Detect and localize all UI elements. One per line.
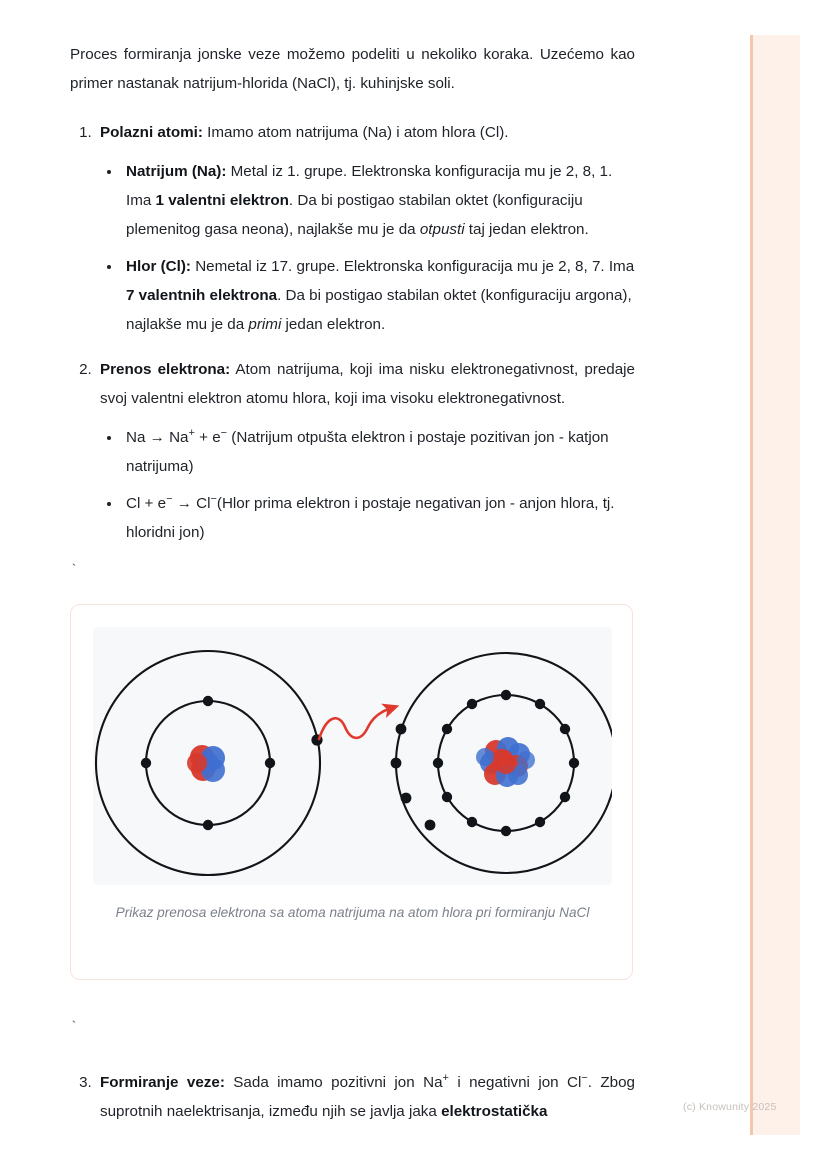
tick-mark-above-figure: `	[70, 562, 78, 577]
post-figure-block	[70, 1020, 635, 1132]
right-side-strip-accent-line	[750, 35, 753, 1135]
sodium-nucleus	[187, 745, 225, 782]
eq2-arrow-icon: →	[176, 495, 192, 512]
bullet-natrijum-title: Natrijum (Na):	[126, 163, 227, 180]
figure-image-panel	[93, 627, 612, 885]
chlorine-inner-electron	[433, 758, 443, 768]
sodium-inner-electron	[141, 758, 151, 768]
eq1-electron-charge: −	[220, 426, 228, 439]
chlorine-inner-electron	[560, 792, 570, 802]
steps-list	[70, 118, 635, 547]
sodium-inner-electron	[203, 696, 213, 706]
equation-chlorine-ionization	[122, 489, 635, 547]
chlorine-inner-electron	[442, 724, 452, 734]
step-1-text: Imamo atom natrijuma (Na) i atom hlora (Cl).	[202, 124, 509, 141]
eq2-rhs-charge: −	[210, 492, 217, 505]
step-3-t1: Sada imamo pozitivni jon Na	[224, 1074, 443, 1091]
eq1-rhs-a: Na	[169, 429, 189, 446]
eq1-plus-electron: + e	[199, 429, 221, 446]
chlorine-inner-electron	[569, 758, 579, 768]
step-3-sup2: −	[581, 1071, 588, 1084]
watermark: (c) Knowunity 2025	[683, 1101, 777, 1113]
step-3-t2: i negativni jon Cl	[448, 1074, 582, 1091]
bullet-natrijum-p2: . Da bi postigao stabilan oktet (konfiguraciju plemenitog gasa neona), najlakše mu je da	[126, 192, 583, 238]
chlorine-nucleus	[476, 737, 535, 787]
steps-list-continued	[70, 1068, 635, 1126]
bullet-hlor-p3: jedan elektron.	[281, 316, 386, 333]
intro-paragraph: Proces formiranja jonske veze možemo podeliti u nekoliko koraka. Uzećemo kao primer nastanak natrijum-hlorida (NaCl), tj. kuhinjske soli.	[70, 46, 635, 92]
chlorine-inner-electron	[467, 699, 477, 709]
eq2-tail: (Hlor prima elektron i postaje negativan jon - anjon hlora, tj. hloridni jon)	[126, 495, 615, 541]
sodium-atom-diagram	[96, 651, 323, 875]
bullet-natrijum-italic: otpusti	[419, 221, 465, 238]
bullet-hlor-p1: Nemetal iz 17. grupe. Elektronska konfiguracija mu je 2, 8, 7. Ima	[190, 258, 635, 275]
chlorine-inner-electron	[501, 826, 511, 836]
step-3-sup1: +	[442, 1071, 449, 1084]
sodium-inner-electron	[265, 758, 275, 768]
eq2-lhs-charge: −	[166, 492, 173, 505]
sodium-inner-electron	[203, 820, 213, 830]
step-3-t3: . Zbog suprotnih naelektrisanja, između njih se javlja jaka	[100, 1074, 635, 1120]
chlorine-inner-electron	[560, 724, 570, 734]
chlorine-inner-electron	[467, 817, 477, 827]
chlorine-inner-electron	[442, 792, 452, 802]
step-2-text: Atom natrijuma, koji ima nisku elektronegativnost, predaje svoj valentni elektron atomu hlora, koji ima visoku elektronegativnost.	[100, 361, 635, 407]
chlorine-outer-electron	[425, 820, 436, 831]
figure-card	[70, 604, 633, 980]
step-1-bullets	[100, 157, 635, 339]
tick-mark-below-figure: `	[70, 1019, 78, 1034]
step-3-bold-tail: elektrostatička	[441, 1103, 548, 1120]
chlorine-atom-diagram	[391, 653, 612, 873]
equation-sodium-ionization	[122, 423, 635, 481]
bullet-natrijum-bold2: 1 valentni elektron	[155, 192, 289, 209]
bullet-hlor-bold2: 7 valentnih elektrona	[126, 287, 278, 304]
step-item-prenos-elektrona	[96, 355, 635, 547]
eq1-lhs: Na	[126, 429, 146, 446]
step-3-title: Formiranje veze:	[100, 1074, 225, 1091]
chlorine-outer-electron	[391, 758, 402, 769]
chlorine-outer-electron	[401, 793, 412, 804]
eq1-arrow-icon: →	[149, 429, 165, 446]
eq2-lhs: Cl + e	[126, 495, 167, 512]
chlorine-inner-electron	[501, 690, 511, 700]
step-item-polazni-atomi	[96, 118, 635, 339]
bullet-hlor-italic: primi	[248, 316, 282, 333]
bullet-natrijum	[122, 157, 635, 244]
bullet-hlor-title: Hlor (Cl):	[126, 258, 191, 275]
right-side-strip	[750, 35, 800, 1135]
bullet-hlor	[122, 252, 635, 339]
step-1-title: Polazni atomi:	[100, 124, 203, 141]
bullet-natrijum-p1: Metal iz 1. grupe. Elektronska konfiguracija mu je 2, 8, 1. Ima	[126, 163, 613, 209]
bullet-hlor-p2: . Da bi postigao stabilan oktet (konfiguraciju argona), najlakše mu je da	[126, 287, 632, 333]
step-2-title: Prenos elektrona:	[100, 361, 231, 378]
step-item-formiranje-veze	[96, 1068, 635, 1126]
figure-caption: Prikaz prenosa elektrona sa atoma natrijuma na atom hlora pri formiranju NaCl	[115, 905, 590, 920]
eq1-rhs-a-charge: +	[188, 426, 195, 439]
eq2-rhs: Cl	[196, 495, 211, 512]
eq1-tail: (Natrijum otpušta elektron i postaje pozitivan jon - katjon natrijuma)	[126, 429, 609, 475]
atom-electron-transfer-diagram	[93, 627, 612, 885]
electron-transfer-arrow-icon	[319, 709, 389, 739]
chlorine-outer-electron	[396, 724, 407, 735]
step-2-equations	[100, 423, 635, 547]
document-content	[70, 40, 635, 577]
chlorine-inner-electron	[535, 817, 545, 827]
chlorine-inner-electron	[535, 699, 545, 709]
bullet-natrijum-p3: taj jedan elektron.	[464, 221, 589, 238]
